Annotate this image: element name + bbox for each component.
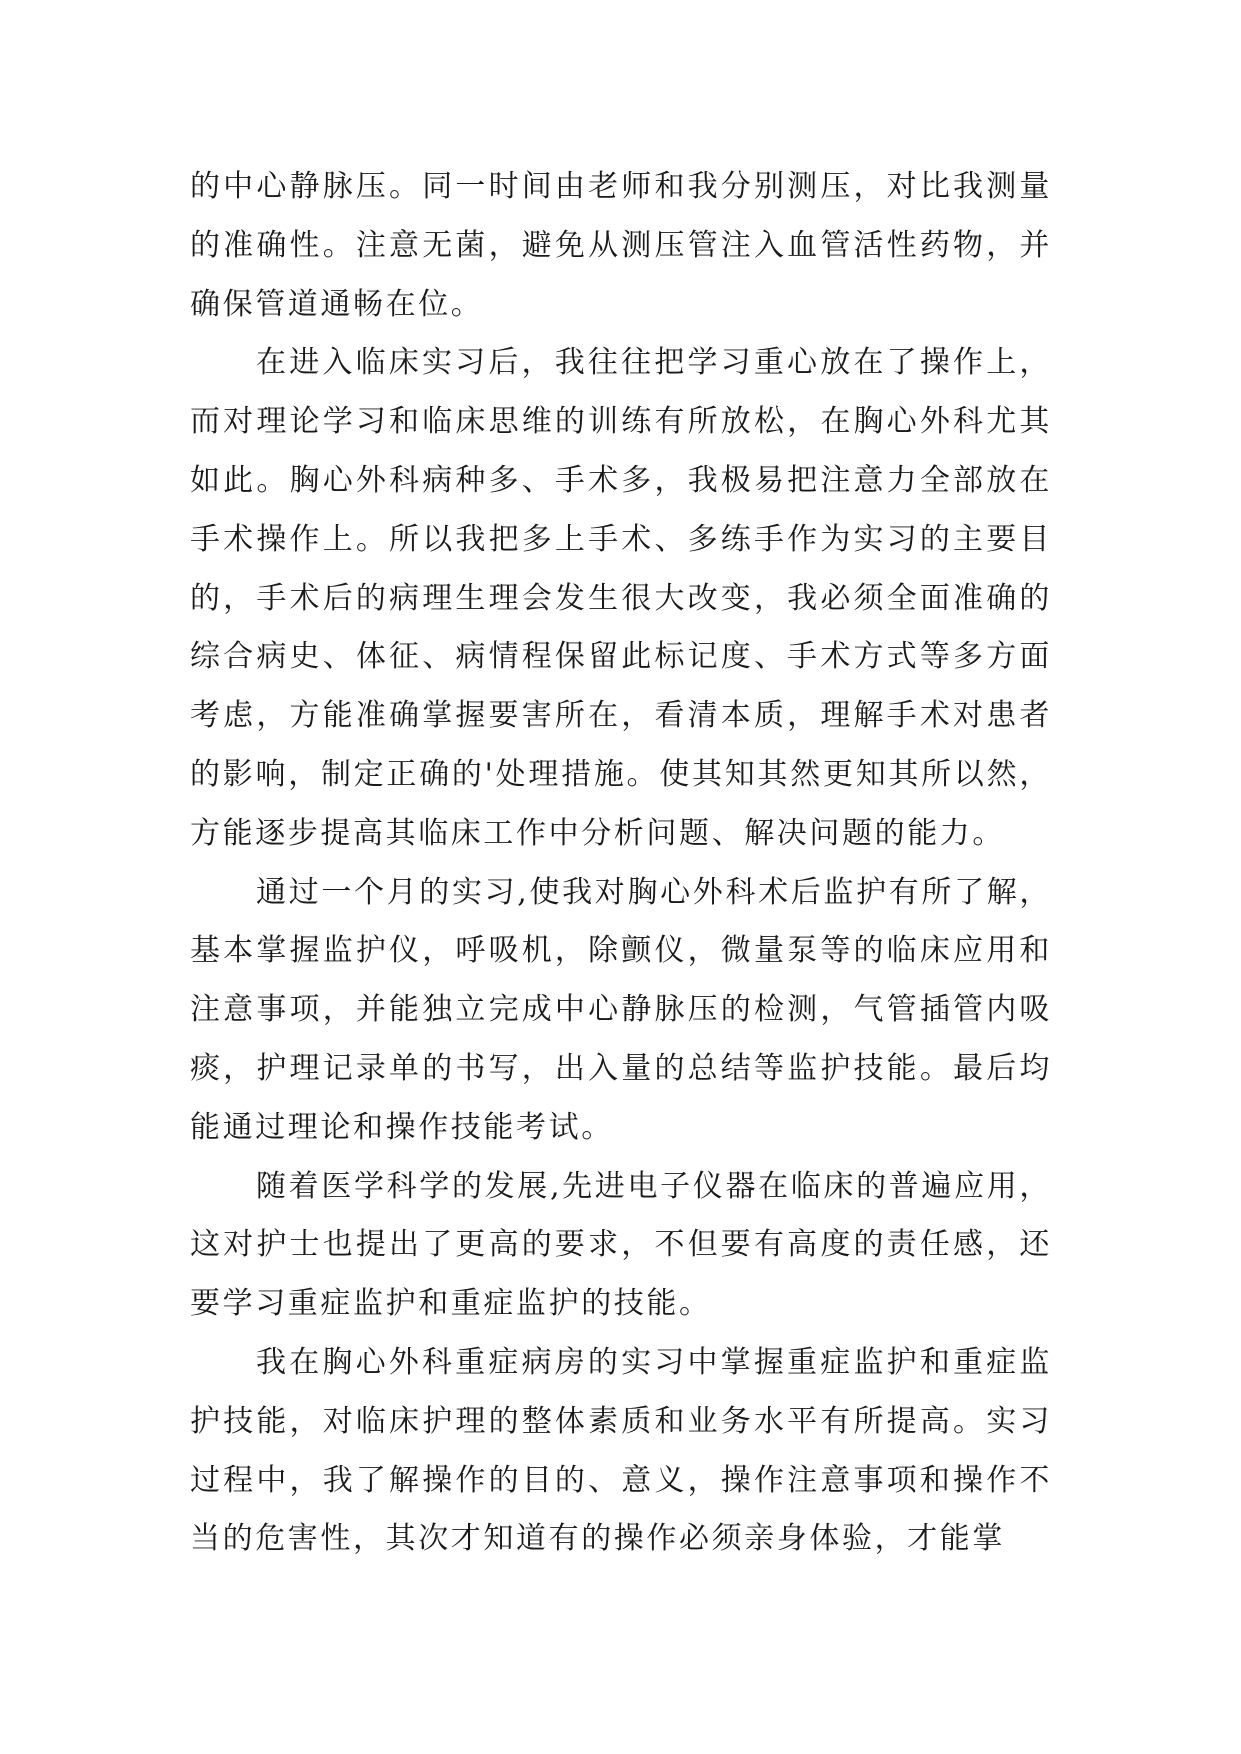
paragraph-4: 随着医学科学的发展,先进电子仪器在临床的普遍应用，这对护士也提出了更高的要求，不但要有高度的责任感，还要学习重症监护和重症监护的技能。 (190, 1168, 1052, 1322)
paragraph-1: 的中心静脉压。同一时间由老师和我分别测压，对比我测量的准确性。注意无菌，避免从测压管注入血管活性药物，并确保管道通畅在位。 (190, 169, 1052, 322)
paragraph-5: 我在胸心外科重症病房的实习中掌握重症监护和重症监护技能，对临床护理的整体素质和业务水平有所提高。实习过程中，我了解操作的目的、意义，操作注意事项和操作不当的危害性，其次才知道有的操作必须亲身体验，才能掌 (190, 1344, 1052, 1557)
paragraph-2: 在进入临床实习后，我往往把学习重心放在了操作上，而对理论学习和临床思维的训练有所放松，在胸心外科尤其如此。胸心外科病种多、手术多，我极易把注意力全部放在手术操作上。所以我把多上手术、多练手作为实习的主要目的，手术后的病理生理会发生很大改变，我必须全面准确的综合病史、体征、病情程保留此标记度、手术方式等多方面考虑，方能准确掌握要害所在，看清本质，理解手术对患者的影响，制定正确的'处理措施。使其知其然更知其所以然，方能逐步提高其临床工作中分析问题、解决问题的能力。 (190, 345, 1052, 851)
paragraph-3: 通过一个月的实习,使我对胸心外科术后监护有所了解，基本掌握监护仪，呼吸机，除颤仪，微量泵等的临床应用和注意事项，并能独立完成中心静脉压的检测，气管插管内吸痰，护理记录单的书写，出入量的总结等监护技能。最后均能通过理论和操作技能考试。 (190, 874, 1052, 1145)
document-body (190, 158, 1052, 1569)
